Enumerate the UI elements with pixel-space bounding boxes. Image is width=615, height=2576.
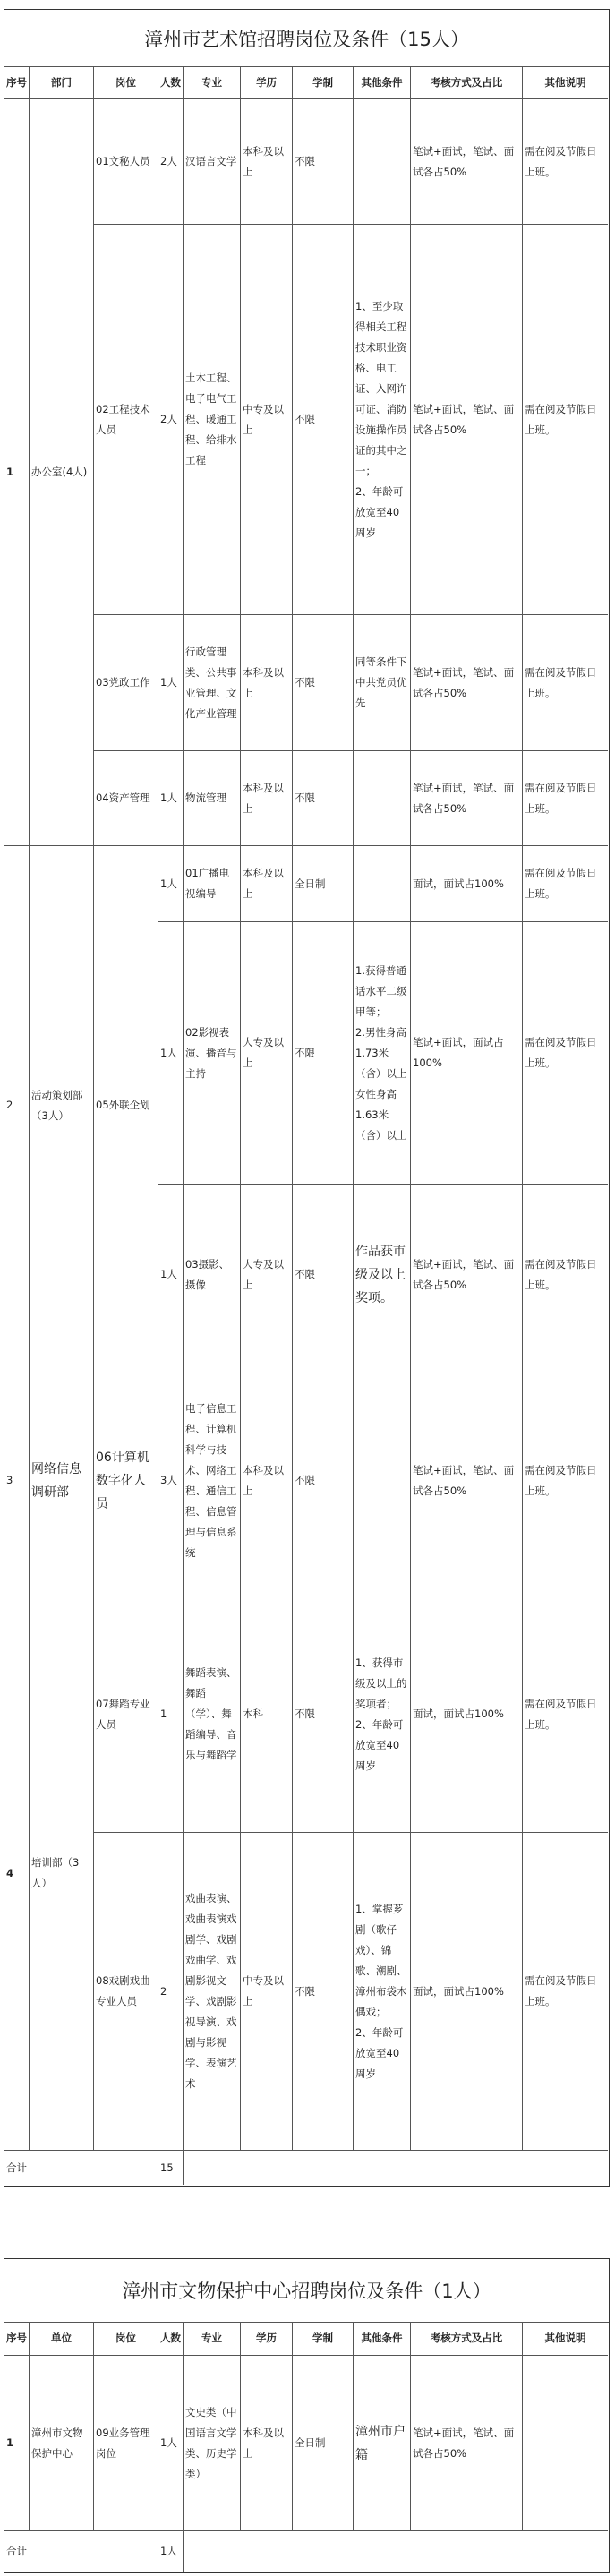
total-label: 合计 [4,2531,158,2572]
row-other: 1、至少取得相关工程技术职业资格、电工证、入网许可证、消防设施操作员证的其中之一； 2、年龄可放宽至40周岁 [354,225,411,615]
row-edu: 本科及以上 [241,99,293,225]
row-post: 01广播电视编导 [184,846,241,922]
row-note: 需在阅及节假日上班。 [523,615,608,751]
row-major: 汉语言文学 [184,99,241,225]
row-major: 舞蹈表演、舞蹈（学）、舞蹈编导、音乐与舞蹈学 [184,1596,241,1833]
total-empty [184,2531,608,2572]
header-count: 人数 [158,2322,184,2356]
row-post: 09业务管理岗位 [94,2356,158,2531]
table-2 [4,2258,610,2573]
row-count: 1 [158,1596,184,1833]
header-edu: 学历 [241,66,293,99]
row-count: 1人 [158,846,184,922]
row-system: 不限 [293,1365,354,1596]
table-1 [4,9,610,2187]
row-exam: 笔试+面试，面试占100% [411,922,523,1185]
header-note: 其他说明 [523,66,608,99]
row-exam: 笔试+面试，笔试、面试各占50% [411,1185,523,1365]
header-major: 专业 [184,2322,241,2356]
group-dept: 办公室(4人) [30,99,94,846]
row-exam: 笔试+面试，笔试、面试各占50% [411,751,523,846]
row-system: 不限 [293,922,354,1185]
row-count: 1人 [158,615,184,751]
total-count: 1人 [158,2531,184,2572]
header-exam: 考核方式及占比 [411,66,523,99]
row-note: 需在阅及节假日上班。 [523,1185,608,1365]
total-empty [184,2151,608,2185]
row-note: 需在阅及节假日上班。 [523,751,608,846]
row-major: 土木工程、电子电气工程、暖通工程、给排水工程 [184,225,241,615]
row-unit: 漳州市文物保护中心 [30,2356,94,2531]
row-other: 1、获得市级及以上的奖项者； 2、年龄可放宽至40周岁 [354,1596,411,1833]
header-count: 人数 [158,66,184,99]
row-system: 不限 [293,1185,354,1365]
row-post: 01文秘人员 [94,99,158,225]
row-other: 漳州市户籍 [354,2356,411,2531]
row-count: 2人 [158,99,184,225]
row-exam: 笔试+面试，笔试、面试各占50% [411,2356,523,2531]
row-count: 3人 [158,1365,184,1596]
header-major: 专业 [184,66,241,99]
header-other: 其他条件 [354,2322,411,2356]
row-edu: 中专及以上 [241,1833,293,2151]
row-no: 1 [4,2356,30,2531]
header-post: 岗位 [94,2322,158,2356]
row-edu: 本科及以上 [241,846,293,922]
row-post: 02工程技术人员 [94,225,158,615]
row-exam: 笔试+面试，笔试、面试各占50% [411,99,523,225]
header-other: 其他条件 [354,66,411,99]
total-label: 合计 [4,2151,158,2185]
row-post: 03党政工作 [94,615,158,751]
row-other: 作品获市级及以上奖项。 [354,1185,411,1365]
row-count: 1人 [158,1185,184,1365]
row-note: 需在阅及节假日上班。 [523,846,608,922]
row-exam: 面试，面试占100% [411,1833,523,2151]
group-dept: 活动策划部（3人） [30,846,94,1365]
sub-post: 05外联企划 [94,846,158,1365]
header-note: 其他说明 [523,2322,608,2356]
header-no: 序号 [4,2322,30,2356]
row-count: 2 [158,1833,184,2151]
row-system: 全日制 [293,846,354,922]
row-edu: 本科及以上 [241,2356,293,2531]
header-dept: 部门 [30,66,94,99]
row-exam: 笔试+面试，笔试、面试各占50% [411,1365,523,1596]
row-note: 需在阅及节假日上班。 [523,1596,608,1833]
row-system: 不限 [293,615,354,751]
row-note: 需在阅及节假日上班。 [523,922,608,1185]
header-post: 岗位 [94,66,158,99]
row-major: 戏曲表演、戏曲表演戏剧学、戏剧戏曲学、戏剧影视文学、戏剧影视导演、戏剧与影视学、表演艺术 [184,1833,241,2151]
row-post: 06计算机数字化人员 [94,1365,158,1596]
row-major: 行政管理类、公共事业管理、文化产业管理 [184,615,241,751]
header-system: 学制 [293,2322,354,2356]
row-exam: 笔试+面试，笔试、面试各占50% [411,615,523,751]
row-post: 02影视表演、播音与主持 [184,922,241,1185]
row-edu: 中专及以上 [241,225,293,615]
row-edu: 本科及以上 [241,751,293,846]
row-system: 不限 [293,1833,354,2151]
row-edu: 本科 [241,1596,293,1833]
row-major: 文史类（中国语言文学类、历史学类） [184,2356,241,2531]
row-system: 全日制 [293,2356,354,2531]
row-other: 同等条件下中共党员优先 [354,615,411,751]
row-edu: 本科及以上 [241,615,293,751]
row-note: 需在阅及节假日上班。 [523,1833,608,2151]
row-system: 不限 [293,751,354,846]
row-post: 07舞蹈专业人员 [94,1596,158,1833]
row-edu: 大专及以上 [241,922,293,1185]
row-post: 08戏剧戏曲专业人员 [94,1833,158,2151]
row-count: 1人 [158,922,184,1185]
row-note: 需在阅及节假日上班。 [523,99,608,225]
row-note: 需在阅及节假日上班。 [523,1365,608,1596]
table-1-title: 漳州市艺术馆招聘岗位及条件（15人） [4,10,609,67]
total-count: 15 [158,2151,184,2185]
row-post: 04资产管理 [94,751,158,846]
group-no: 3 [4,1365,30,1596]
row-other [354,1365,411,1596]
header-exam: 考核方式及占比 [411,2322,523,2356]
table-2-title: 漳州市文物保护中心招聘岗位及条件（1人） [4,2259,609,2323]
row-count: 1人 [158,2356,184,2531]
row-system: 不限 [293,99,354,225]
row-system: 不限 [293,225,354,615]
row-note: 需在阅及节假日上班。 [523,225,608,615]
row-exam: 笔试+面试，笔试、面试各占50% [411,225,523,615]
row-other [354,751,411,846]
row-edu: 本科及以上 [241,1365,293,1596]
group-dept: 培训部（3人） [30,1596,94,2151]
row-other: 1、掌握芗剧（歌仔戏）、锦歌、潮剧、漳州布袋木偶戏； 2、年龄可放宽至40周岁 [354,1833,411,2151]
header-unit: 单位 [30,2322,94,2356]
row-count: 2人 [158,225,184,615]
group-no: 4 [4,1596,30,2151]
row-other: 1.获得普通话水平二级甲等； 2.男性身高1.73米（含）以上 女性身高1.63米（含）以上 [354,922,411,1185]
row-system: 不限 [293,1596,354,1833]
row-major: 物流管理 [184,751,241,846]
group-no: 1 [4,99,30,846]
header-edu: 学历 [241,2322,293,2356]
row-other [354,846,411,922]
row-edu: 大专及以上 [241,1185,293,1365]
group-dept: 网络信息调研部 [30,1365,94,1596]
row-exam: 面试，面试占100% [411,1596,523,1833]
group-no: 2 [4,846,30,1365]
row-post: 03摄影、摄像 [184,1185,241,1365]
row-other [354,99,411,225]
row-major: 电子信息工程、计算机科学与技术、网络工程、通信工程、信息管理与信息系统 [184,1365,241,1596]
row-count: 1人 [158,751,184,846]
row-exam: 面试，面试占100% [411,846,523,922]
header-no: 序号 [4,66,30,99]
header-system: 学制 [293,66,354,99]
row-note [523,2356,608,2531]
